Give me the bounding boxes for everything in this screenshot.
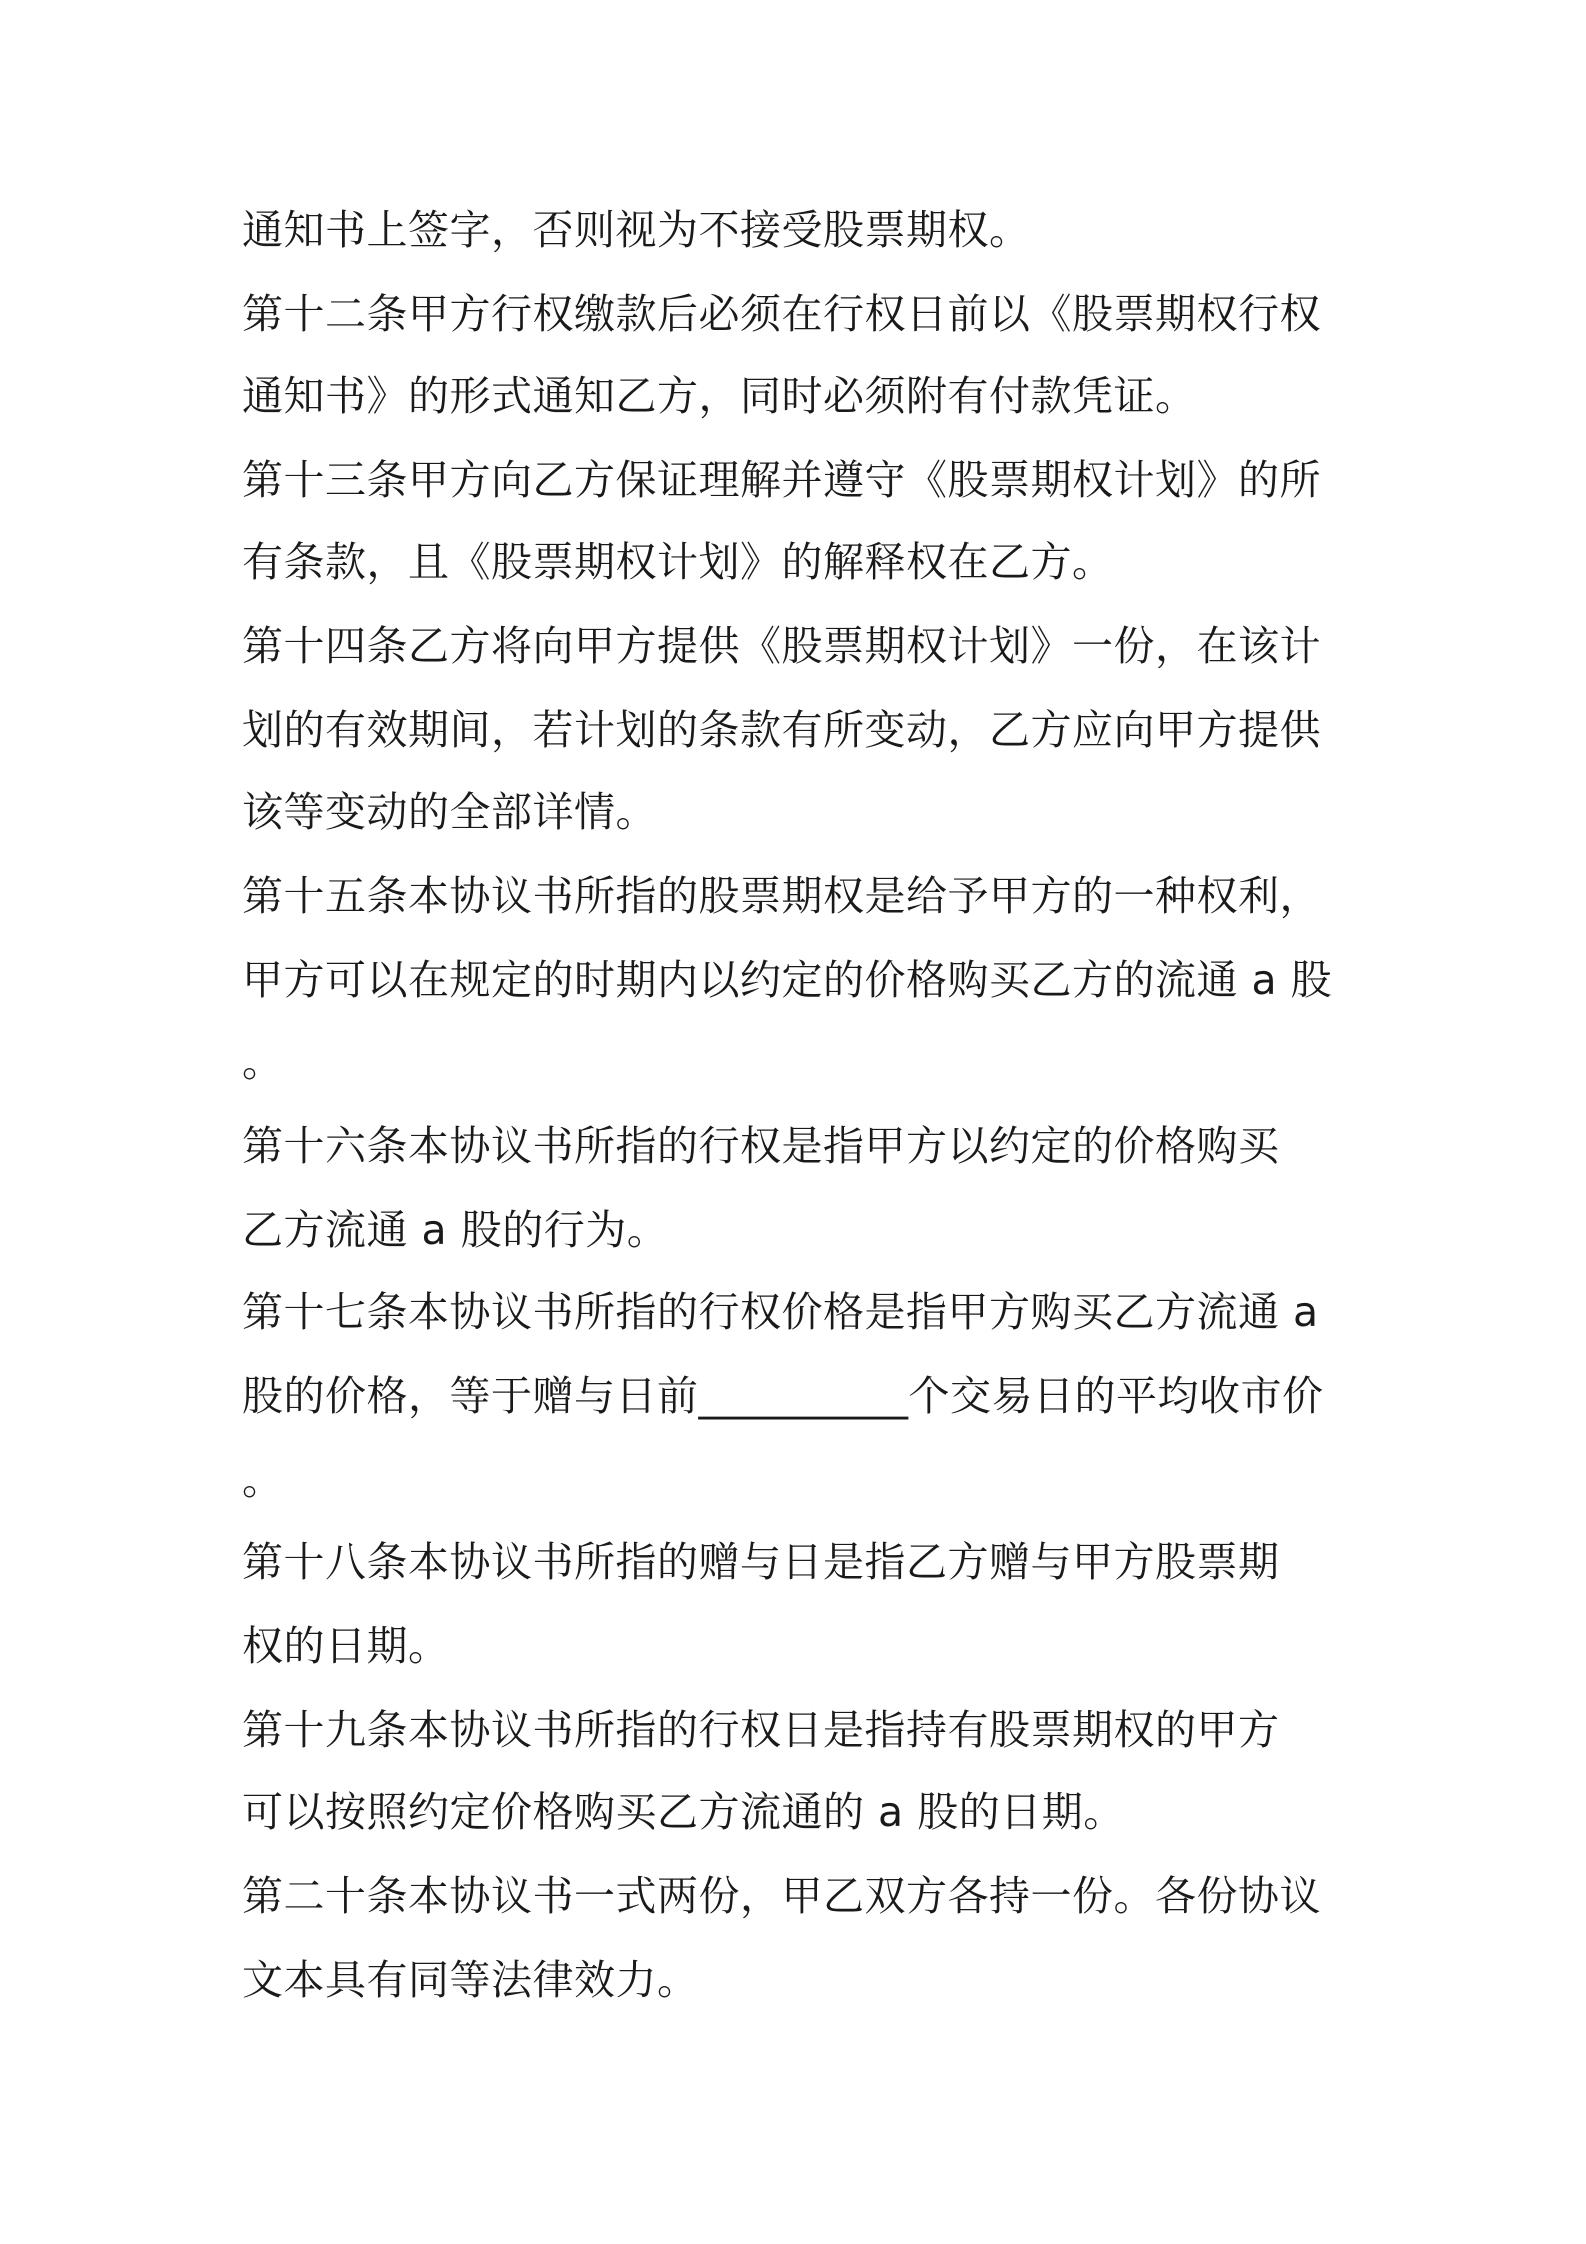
text-line: 甲方可以在规定的时期内以约定的价格购买乙方的流通 a 股 [242,956,1333,1004]
text-line: 文本具有同等法律效力。 [242,1956,699,2004]
text-line: 第十八条本协议书所指的赠与日是指乙方赠与甲方股票期 [242,1538,1280,1586]
text-line: 。 [242,1038,284,1086]
text-line: 乙方流通 a 股的行为。 [242,1206,669,1254]
text-line: 划的有效期间，若计划的条款有所变动，乙方应向甲方提供 [242,706,1321,754]
text-line: 通知书》的形式通知乙方，同时必须附有付款凭证。 [242,372,1197,420]
text-line: 第十七条本协议书所指的行权价格是指甲方购买乙方流通 a [242,1288,1319,1336]
text-line: 有条款，且《股票期权计划》的解释权在乙方。 [242,538,1114,586]
text-line: 第十六条本协议书所指的行权是指甲方以约定的价格购买 [242,1122,1280,1170]
text-line: 。 [242,1456,284,1504]
text-line: 第十五条本协议书所指的股票期权是给予甲方的一种权利， [242,872,1321,920]
text-line: 权的日期。 [242,1622,450,1670]
text-line: 股的价格，等于赠与日前__________个交易日的平均收市价 [242,1372,1324,1420]
text-line: 通知书上签字，否则视为不接受股票期权。 [242,206,1031,254]
text-line: 该等变动的全部详情。 [242,788,657,836]
text-line: 第十二条甲方行权缴款后必须在行权日前以《股票期权行权 [242,290,1321,338]
text-line: 第十四条乙方将向甲方提供《股票期权计划》一份，在该计 [242,622,1321,670]
text-line: 第十九条本协议书所指的行权日是指持有股票期权的甲方 [242,1706,1280,1754]
text-line: 第十三条甲方向乙方保证理解并遵守《股票期权计划》的所 [242,456,1321,504]
text-line: 可以按照约定价格购买乙方流通的 a 股的日期。 [242,1788,1125,1836]
text-line: 第二十条本协议书一式两份，甲乙双方各持一份。各份协议 [242,1872,1321,1920]
